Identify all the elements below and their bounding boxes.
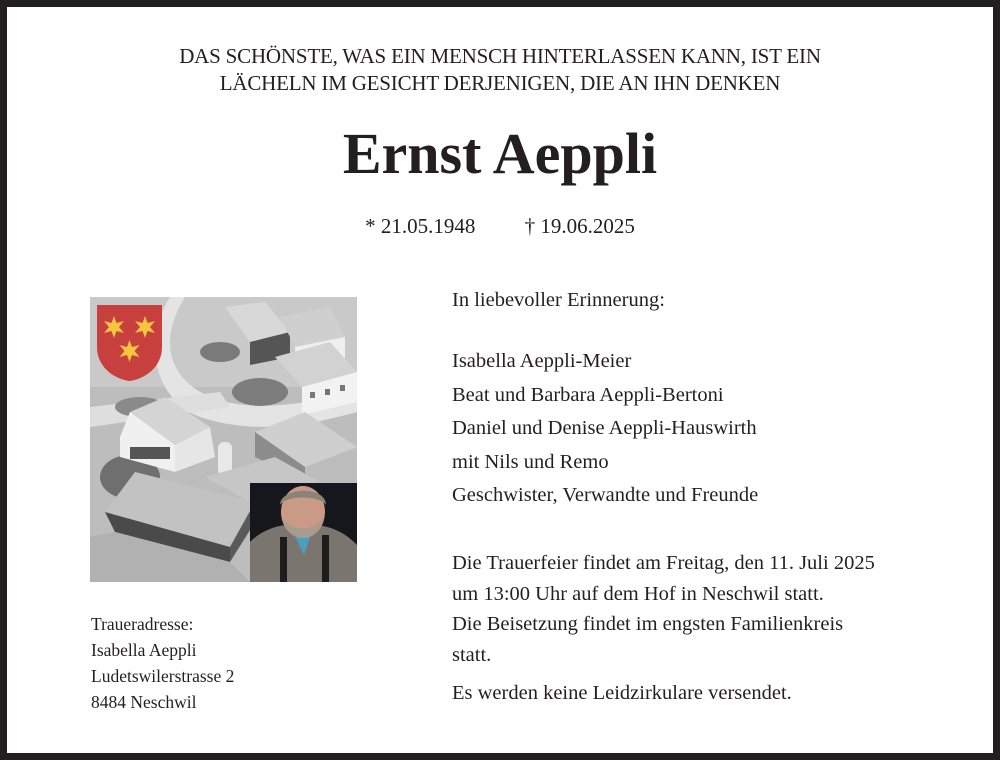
service-line: Die Trauerfeier findet am Freitag, den 11. Juli 2025 <box>452 552 875 574</box>
remembrance-heading: In liebevoller Erinnerung: <box>452 289 665 311</box>
mourner: Geschwister, Verwandte und Freunde <box>452 484 759 506</box>
death-date: † 19.06.2025 <box>524 214 635 238</box>
address-street: Ludetswilerstrasse 2 <box>91 666 235 686</box>
service-details <box>452 548 875 670</box>
deceased-name: Ernst Aeppli <box>342 121 658 186</box>
mourner: Isabella Aeppli-Meier <box>452 350 632 372</box>
aerial-farm-photo <box>90 297 357 582</box>
mourner: Daniel und Denise Aeppli-Hauswirth <box>452 417 757 439</box>
mourner: Beat und Barbara Aeppli-Bertoni <box>452 383 724 406</box>
motto-quote <box>7 43 993 97</box>
life-dates <box>7 213 993 239</box>
coat-of-arms-icon <box>97 305 162 381</box>
mourner: mit Nils und Remo <box>452 450 609 473</box>
service-line: statt. <box>452 643 492 666</box>
service-line: Die Beisetzung findet im engsten Familienkreis <box>452 613 844 635</box>
address-recipient: Isabella Aeppli <box>91 640 197 660</box>
birth-date: * 21.05.1948 <box>365 214 476 238</box>
condolence-address <box>91 611 234 715</box>
mourners-list <box>452 345 758 513</box>
address-label: Traueradresse: <box>91 614 194 634</box>
portrait-photo <box>250 483 357 582</box>
service-line: um 13:00 Uhr auf dem Hof in Neschwil statt. <box>452 582 824 605</box>
motto-line: DAS SCHÖNSTE, WAS EIN MENSCH HINTERLASSEN KANN, IST EIN <box>179 44 821 68</box>
motto-line: LÄCHELN IM GESICHT DERJENIGEN, DIE AN IHN DENKEN <box>219 71 781 95</box>
obituary-card <box>7 7 993 753</box>
address-city: 8484 Neschwil <box>91 692 197 712</box>
no-circulars-note: Es werden keine Leidzirkulare versendet. <box>452 682 792 704</box>
